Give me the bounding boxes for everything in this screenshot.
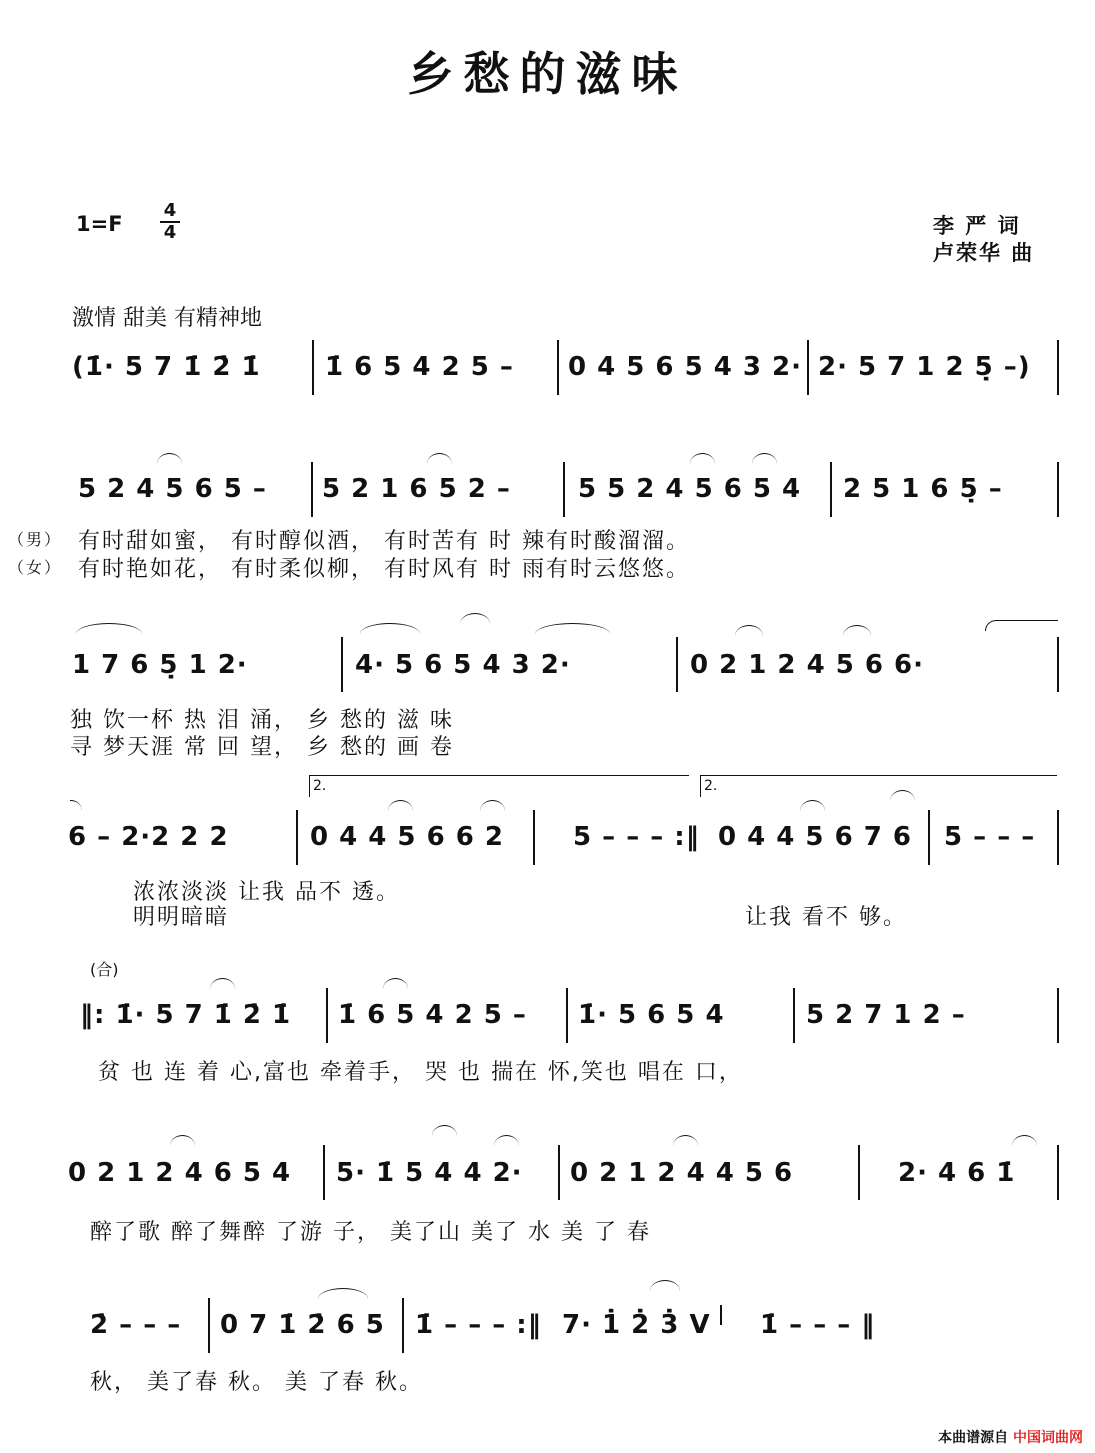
slur	[690, 453, 715, 464]
barline	[566, 988, 568, 1043]
measure: 0 2 1 2 4 6 5 4	[68, 1158, 292, 1188]
source-site-link[interactable]: 中国词曲网	[1013, 1430, 1083, 1446]
slur	[800, 800, 825, 811]
tie	[985, 620, 1058, 631]
lyric-line: 浓浓淡淡 让我 品不 透。	[133, 880, 400, 905]
measure: 0 7 1̇ 2̇ 6 5	[220, 1310, 385, 1340]
barline	[676, 637, 678, 692]
lyric-line: 让我 看不 够。	[745, 905, 907, 930]
measure: 1 7 6 5̣ 1 2·	[72, 650, 248, 680]
measure: 5 2 1 6 5 2 –	[322, 474, 511, 504]
measure: 5 2 4 5 6 5 –	[78, 474, 267, 504]
measure: 1̇ 6 5 4 2 5 –	[338, 1000, 527, 1030]
barline	[793, 988, 795, 1043]
time-signature	[160, 202, 180, 242]
lyric-line: 贫 也 连 着 心,富也 牵着手， 哭 也 揣在 怀,笑也 唱在 口，	[98, 1060, 743, 1085]
measure: 0 4 4 5 6 7 6	[718, 822, 912, 852]
slur	[673, 1135, 698, 1146]
measure: 5 5 2 4 5 6 5 4	[578, 474, 802, 504]
measure: 0 2 1 2 4 4 5 6	[570, 1158, 794, 1188]
slur	[210, 978, 235, 989]
barline	[296, 810, 298, 865]
lyricist: 李 严 词	[933, 214, 1021, 238]
barline	[312, 340, 314, 395]
tempo-marking: 激情 甜美 有精神地	[72, 306, 262, 331]
slur	[318, 1288, 368, 1299]
measure: 5 – – –	[944, 822, 1036, 852]
barline	[1057, 810, 1059, 865]
meter-top: 4	[163, 200, 177, 221]
barline	[323, 1145, 325, 1200]
slur	[432, 1125, 457, 1136]
slur	[388, 800, 413, 811]
measure: 5 – – – :‖	[573, 822, 700, 852]
measure: 1̇· 5 6 5 4	[578, 1000, 725, 1030]
measure: 2· 5 7 1 2 5̣ –)	[818, 352, 1031, 382]
measure: 2̇ – – –	[90, 1310, 182, 1340]
slur	[360, 623, 420, 634]
voice-label-male: （男）	[8, 530, 63, 549]
volta-bracket: 2.	[700, 775, 1057, 797]
measure: 1̇ – – – ‖	[760, 1310, 876, 1340]
measure: 2 5 1 6 5̣ –	[843, 474, 1003, 504]
composer: 卢荣华 曲	[933, 241, 1035, 265]
barline	[1057, 988, 1059, 1043]
barline	[311, 462, 313, 517]
barline	[533, 810, 535, 865]
measure: 5 2 7 1 2 –	[806, 1000, 966, 1030]
barline	[1057, 462, 1059, 517]
measure: 7· 1̇ 2̇ 3̇ V	[562, 1310, 711, 1340]
barline	[858, 1145, 860, 1200]
lyric-line: 独 饮一杯 热 泪 涌， 乡 愁的 滋 味	[70, 708, 454, 733]
barline	[341, 637, 343, 692]
measure: 0 2 1 2 4 5 6 6·	[690, 650, 924, 680]
measure: 1̇ 6 5 4 2 5 –	[325, 352, 514, 382]
slur	[480, 800, 505, 811]
slur	[494, 1135, 519, 1146]
barline	[558, 1145, 560, 1200]
slur	[170, 1135, 195, 1146]
barline	[928, 810, 930, 865]
barline	[557, 340, 559, 395]
measure: (1̇· 5 7 1̇ 2̇ 1̇	[72, 352, 261, 382]
lyric-line: 有时甜如蜜， 有时醇似酒， 有时苦有 时 辣有时酸溜溜。	[78, 529, 690, 554]
barline	[1057, 1145, 1059, 1200]
barline	[1057, 637, 1059, 692]
measure: 2· 4 6 1̇	[898, 1158, 1016, 1188]
slur	[460, 613, 490, 624]
barline	[326, 988, 328, 1043]
measure: 4· 5 6 5 4 3 2·	[355, 650, 571, 680]
tie	[70, 800, 82, 811]
slur	[752, 453, 777, 464]
source-credit	[938, 1427, 1083, 1447]
lyric-line: 有时艳如花， 有时柔似柳， 有时风有 时 雨有时云悠悠。	[78, 557, 690, 582]
slur	[157, 453, 182, 464]
measure: 0 4 5 6 5 4 3 2·	[568, 352, 802, 382]
meter-bottom: 4	[163, 222, 177, 243]
measure: 0 4 4 5 6 6 2	[310, 822, 504, 852]
page-title: 乡愁的滋味	[407, 47, 688, 101]
lyric-line: 秋， 美了春 秋。 美 了春 秋。	[90, 1370, 423, 1395]
barline	[563, 462, 565, 517]
part-label: (合)	[90, 960, 119, 979]
measure: 6 – 2·2 2 2	[68, 822, 229, 852]
breath-barline	[720, 1305, 722, 1325]
credits	[933, 213, 1034, 267]
lyric-line: 醉了歌 醉了舞醉 了游 子， 美了山 美了 水 美 了 春	[90, 1220, 651, 1245]
slur	[427, 453, 452, 464]
slur	[383, 978, 408, 989]
lyric-line: 寻 梦天涯 常 回 望， 乡 愁的 画 卷	[70, 735, 454, 760]
barline	[830, 462, 832, 517]
voice-label-female: （女）	[8, 558, 63, 577]
barline	[807, 340, 809, 395]
slur	[535, 623, 610, 634]
slur	[650, 1280, 680, 1291]
lyric-line: 明明暗暗	[133, 905, 230, 930]
measure: ‖: 1̇· 5 7 1̇ 2̇ 1̇	[80, 1000, 292, 1030]
volta-bracket: 2.	[309, 775, 689, 797]
slur	[1012, 1135, 1037, 1146]
source-prefix: 本曲谱源自	[938, 1430, 1009, 1446]
slur	[735, 625, 763, 636]
barline	[208, 1298, 210, 1353]
barline	[1057, 340, 1059, 395]
measure: 5· 1̇ 5 4 4 2·	[336, 1158, 523, 1188]
key-signature: 1=F	[76, 212, 123, 236]
barline	[402, 1298, 404, 1353]
slur	[76, 623, 142, 634]
measure: 1̇ – – – :‖	[415, 1310, 542, 1340]
slur	[843, 625, 871, 636]
